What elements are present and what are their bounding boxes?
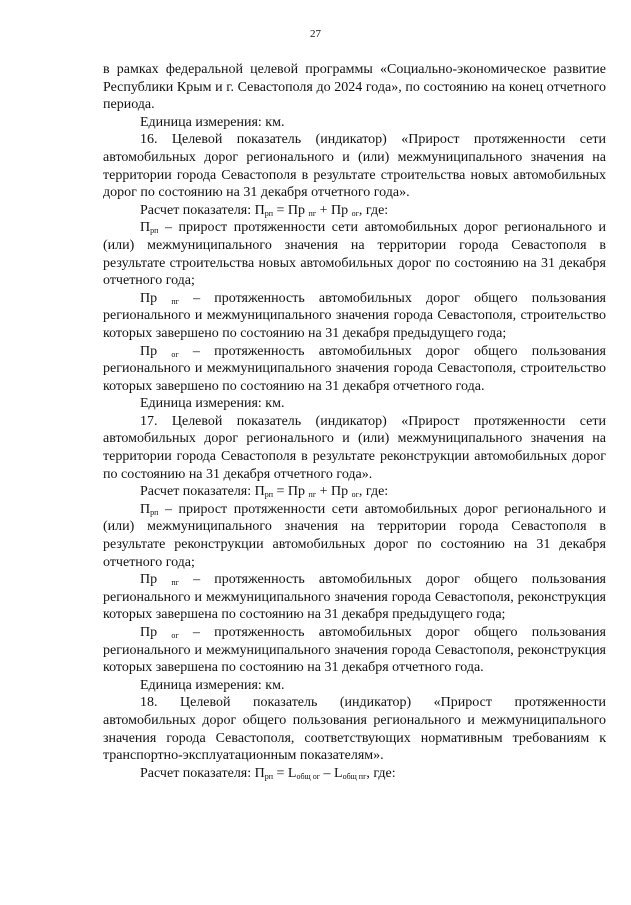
- page-number: 27: [310, 28, 321, 40]
- paragraph: $П_{рп}$ – прирост протяженности сети автомобильных дорог регионального и (или) межмуниципального значения на территории города Севастополя в результате строительства новых автомобильных дорог по состоянию на 31 декабря отчетного года;: [103, 220, 606, 289]
- paragraph: 16. Целевой показатель (индикатор) «Прирост протяженности сети автомобильных дорог регионального и (или) межмуниципального значения на территории города Севастополя в результате строительства новых автомобильных дорог по состоянию на 31 декабря отчетного года».: [103, 132, 606, 201]
- paragraph: Единица измерения: км.: [140, 396, 285, 412]
- paragraph: Пр $_{пг}$ – протяженность автомобильных дорог общего пользования регионального и межмуниципального значения города Севастополя, строительство которых завершено по состоянию на 31 декабря предыдущего года;: [103, 290, 606, 341]
- document-body: [103, 61, 606, 782]
- formula-line: Расчет показателя: $П_{рп}$ = Пр $_{пг}$ + Пр $_{ог}$, где:: [140, 202, 389, 218]
- paragraph: в рамках федеральной целевой программы «Социально-экономическое развитие Республики Крым и г. Севастополя до 2024 года», по состоянию на конец отчетного периода.: [103, 62, 606, 113]
- paragraph: Пр $_{пг}$ – протяженность автомобильных дорог общего пользования регионального и межмуниципального значения города Севастополя, реконструкция которых завершена по состоянию на 31 декабря предыдущего года;: [103, 572, 606, 623]
- paragraph: Единица измерения: км.: [140, 114, 285, 130]
- paragraph: Единица измерения: км.: [140, 677, 285, 693]
- formula-line: Расчет показателя: $П_{рп}$ = Пр $_{пг}$ + Пр $_{ог}$, где:: [140, 484, 389, 500]
- paragraph: Пр $_{ог}$ – протяженность автомобильных дорог общего пользования регионального и межмуниципального значения города Севастополя, строительство которых завершено по состоянию на 31 декабря отчетного года.: [103, 343, 606, 394]
- paragraph: 18. Целевой показатель (индикатор) «Прирост протяженности автомобильных дорог общего пользования регионального и межмуниципального значения города Севастополя, соответствующих нормативным требованиям к транспортно-эксплуатационным показателям».: [103, 695, 606, 764]
- paragraph: 17. Целевой показатель (индикатор) «Прирост протяженности сети автомобильных дорог регионального и (или) межмуниципального значения на территории города Севастополя в результате реконструкции автомобильных дорог по состоянию на 31 декабря отчетного года».: [103, 413, 606, 482]
- paragraph: Пр $_{ог}$ – протяженность автомобильных дорог общего пользования регионального и межмуниципального значения города Севастополя, реконструкция которых завершена по состоянию на 31 декабря отчетного года.: [103, 625, 606, 676]
- formula-line: Расчет показателя: $П_{рп} = L_{общ ог} - L_{общ пг}$, где:: [140, 765, 396, 781]
- paragraph: $П_{рп}$ – прирост протяженности сети автомобильных дорог регионального и (или) межмуниципального значения на территории города Севастополя в результате реконструкции автомобильных дорог по состоянию на 31 декабря отчетного года;: [103, 501, 606, 570]
